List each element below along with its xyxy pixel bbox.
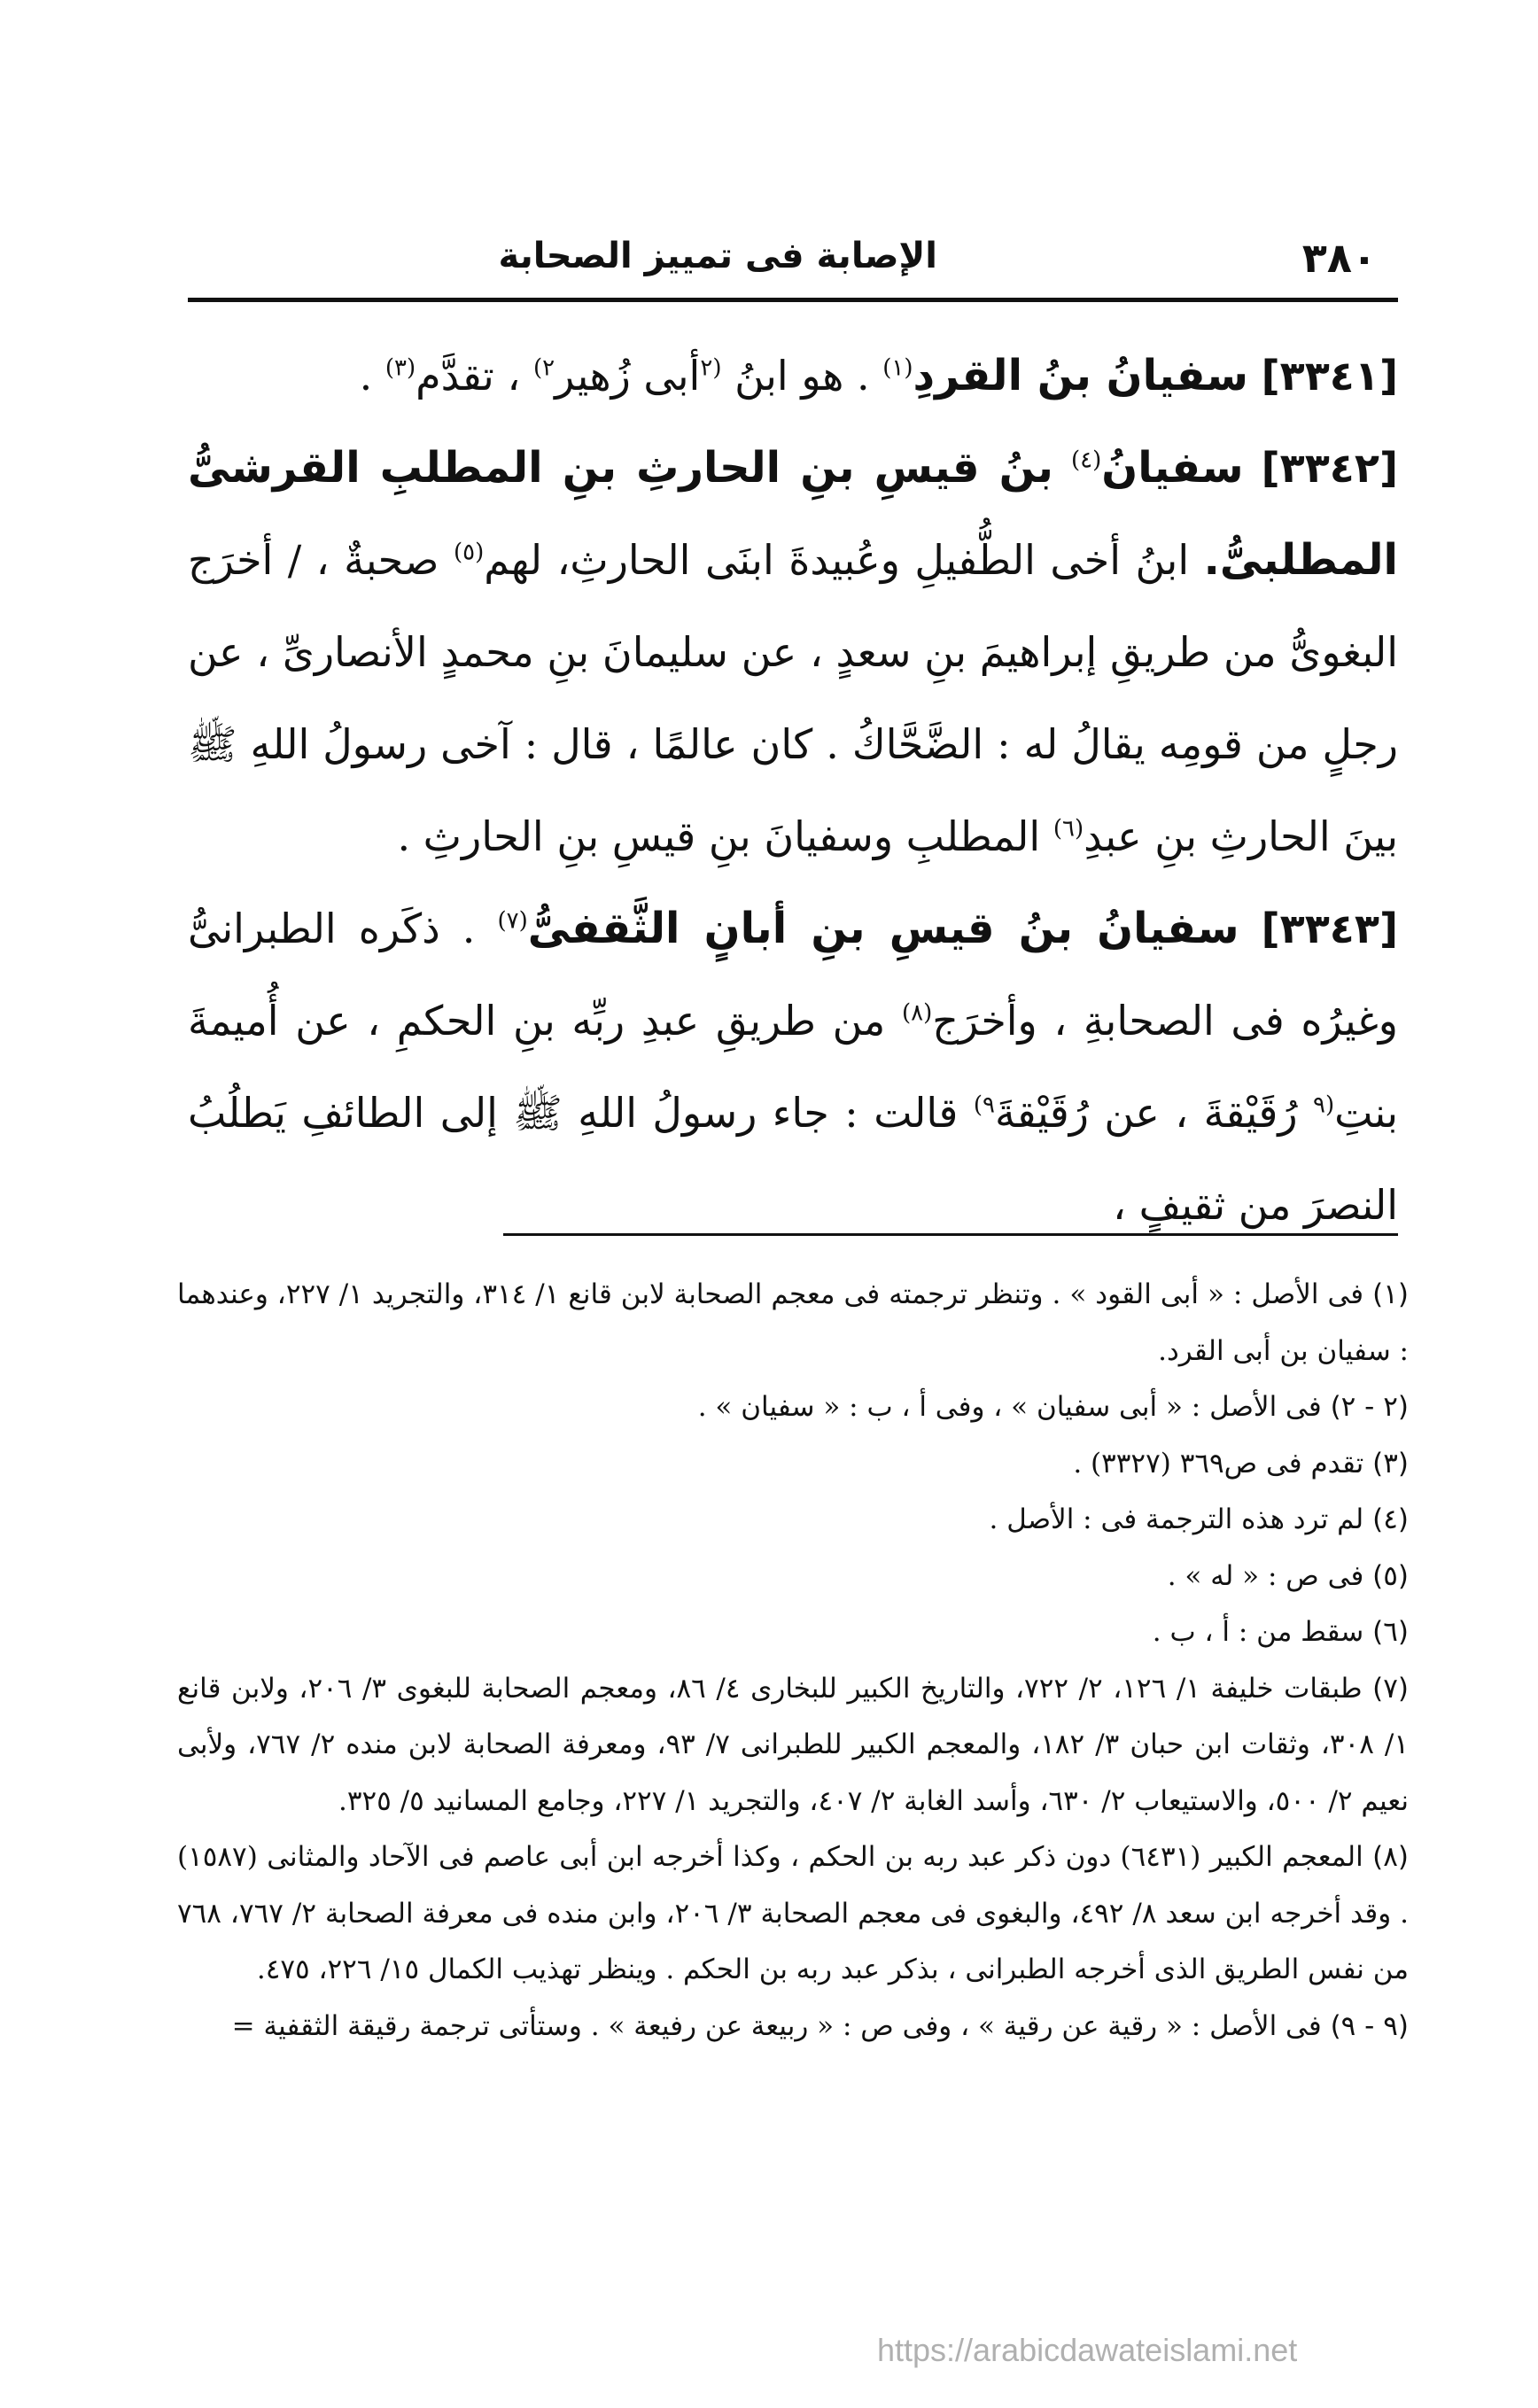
entry-text: قالت : جاء رسولُ اللهِ ﷺ إلى الطائفِ يَطلُبُ النصرَ من ثقيفٍ ، — [188, 1089, 1398, 1229]
source-watermark: https://arabicdawateislami.net — [877, 2332, 1298, 2368]
footnote-ref: (٦) — [1053, 815, 1084, 843]
footnote-ref: (٩ — [1313, 1091, 1335, 1119]
footnote-text: طبقات خليفة ١/ ١٢٦، ٢/ ٧٢٢، والتاريخ الكبير للبخارى ٤/ ٨٦، ومعجم الصحابة للبغوى ٣/ ٢٠٦، ولابن قانع ١/ ٣٠٨، وثقات ابن حبان ٣/ ١٨٢، والمعجم الكبير للطبرانى ٧/ ٩٣، ومعرفة الصحابة لابن منده ٢/ ٧٦٧، ولأبى نعيم ٢/ ٥٠٠، والاستيعاب ٢/ ٦٣٠، وأسد الغابة ٢/ ٤٠٧، والتجريد ١/ ٢٢٧، وجامع المسانيد ٥/ ٣٢٥. — [177, 1672, 1409, 1817]
footnote-8 — [177, 1829, 1409, 1999]
footnote-text: سقط من : أ ، ب . — [1152, 1616, 1364, 1648]
entry-text: . — [359, 352, 373, 400]
entry-3341 — [188, 330, 1398, 422]
footnote-text: فى ص : « له » . — [1167, 1559, 1364, 1592]
footnote-2 — [177, 1379, 1409, 1436]
footnote-label: (٨) — [1372, 1841, 1410, 1873]
entry-text: أبى زُهير — [555, 352, 701, 400]
footnote-ref: (٥) — [453, 539, 485, 566]
entry-name: سفيانُ بنُ القردِ — [913, 351, 1248, 400]
entry-text: من طريقِ عبدِ ربِّه بنِ الحكمِ ، عن أُميمةَ بنتِ — [188, 997, 1399, 1137]
entry-text: ابنُ أخى الطُّفيلِ وعُبيدةَ ابنَى الحارثِ، لهم — [484, 536, 1190, 584]
footnote-ref: (٤) — [1070, 447, 1102, 474]
entry-text: . هو ابنُ — [734, 352, 870, 400]
footnote-text: تقدم فى ص٣٦٩ (٣٣٢٧) . — [1073, 1447, 1364, 1480]
entry-3343 — [188, 882, 1398, 1251]
entry-3342 — [188, 422, 1398, 882]
footnote-label: (٦) — [1372, 1616, 1409, 1648]
page-number: ٣٨٠ — [1301, 234, 1377, 282]
footnote-ref: (٣) — [384, 354, 416, 382]
header-rule — [188, 298, 1398, 302]
footnote-label: (٥) — [1372, 1559, 1409, 1592]
entry-text: صحبةٌ ، / أخرَج البغوىُّ من طريقِ إبراهيمَ بنِ سعدٍ ، عن سليمانَ بنِ محمدٍ الأنصارىِّ ، عن رجلٍ من قومِه يقالُ له : الضَّحَّاكُ . كان عالمًا ، قال : آخى رسولُ اللهِ ﷺ بينَ الحارثِ بنِ عبدِ — [188, 536, 1398, 860]
main-text — [188, 330, 1398, 1251]
footnote-ref: (٢ — [700, 354, 722, 382]
entry-text: . ذكَره الطبرانىُّ وغيرُه فى الصحابةِ ، وأخرَج — [188, 905, 1398, 1045]
footnote-label: (٧) — [1372, 1672, 1409, 1705]
entry-text: رُقَيْقةَ ، عن رُقَيْقةَ — [994, 1089, 1298, 1137]
footnotes — [177, 1267, 1409, 2055]
footnote-ref: (٨) — [901, 999, 933, 1027]
entry-name: سفيانُ — [1101, 443, 1244, 493]
footnote-label: (٩ - ٩) — [1330, 2009, 1409, 2042]
page-header — [188, 229, 1398, 299]
footnote-6 — [177, 1604, 1409, 1661]
footnote-4 — [177, 1492, 1409, 1549]
footnote-divider — [503, 1233, 1398, 1236]
footnote-label: (٢ - ٢) — [1330, 1391, 1409, 1423]
footnote-label: (٤) — [1372, 1503, 1409, 1535]
entry-name-cont: بنُ قيسِ بنِ الحارثِ بنِ المطلبِ القرشىُّ المطلبىُّ. — [188, 443, 1399, 585]
footnote-9 — [177, 1999, 1409, 2055]
footnote-label: (٣) — [1372, 1447, 1409, 1480]
footnote-3 — [177, 1436, 1409, 1493]
footnote-7 — [177, 1661, 1409, 1830]
footnote-text: فى الأصل : « رقية عن رقية » ، وفى ص : « ربيعة عن رفيعة » . وستأتى ترجمة رقيقة الثقفية = — [231, 2009, 1322, 2042]
entry-number: [٣٣٤٢] — [1261, 444, 1398, 492]
footnote-text: فى الأصل : « أبى سفيان » ، وفى أ ، ب : « سفيان » . — [697, 1391, 1322, 1423]
footnote-ref: ٢) — [532, 354, 555, 382]
entry-number: [٣٣٤١] — [1261, 352, 1398, 400]
footnote-ref: ٩) — [973, 1091, 995, 1119]
entry-text: ، تقدَّم — [416, 352, 521, 400]
footnote-label: (١) — [1372, 1278, 1409, 1310]
entry-number: [٣٣٤٣] — [1261, 905, 1398, 952]
footnote-5 — [177, 1549, 1409, 1605]
footnote-text: لم ترد هذه الترجمة فى : الأصل . — [989, 1503, 1364, 1535]
running-title: الإصابة فى تمييز الصحابة — [498, 236, 937, 276]
footnote-text: المعجم الكبير (٦٤٣١) دون ذكر عبد ربه بن الحكم ، وكذا أخرجه ابن أبى عاصم فى الآحاد والمثانى (١٥٨٧) . وقد أخرجه ابن سعد ٨/ ٤٩٢، والبغوى فى معجم الصحابة ٣/ ٢٠٦، وابن منده فى معرفة الصحابة ٢/ ٧٦٧، ٧٦٨ من نفس الطريق الذى أخرجه الطبرانى ، بذكر عبد ربه بن الحكم . وينظر تهذيب الكمال ١٥/ ٢٢٦، ٤٧٥. — [177, 1841, 1409, 1985]
entry-text: المطلبِ وسفيانَ بنِ قيسِ بنِ الحارثِ . — [397, 812, 1041, 860]
footnote-text: فى الأصل : « أبى القود » . وتنظر ترجمته فى معجم الصحابة لابن قانع ١/ ٣١٤، والتجريد ١/ ٢٢٧، وعندهما : سفيان بن أبى القرد. — [177, 1278, 1409, 1367]
footnote-ref: (١) — [882, 354, 913, 382]
footnote-1 — [177, 1267, 1409, 1379]
footnote-ref: (٧) — [497, 907, 528, 935]
entry-name: سفيانُ بنُ قيسِ بنِ أبانٍ الثَّقفىُّ — [527, 904, 1239, 953]
